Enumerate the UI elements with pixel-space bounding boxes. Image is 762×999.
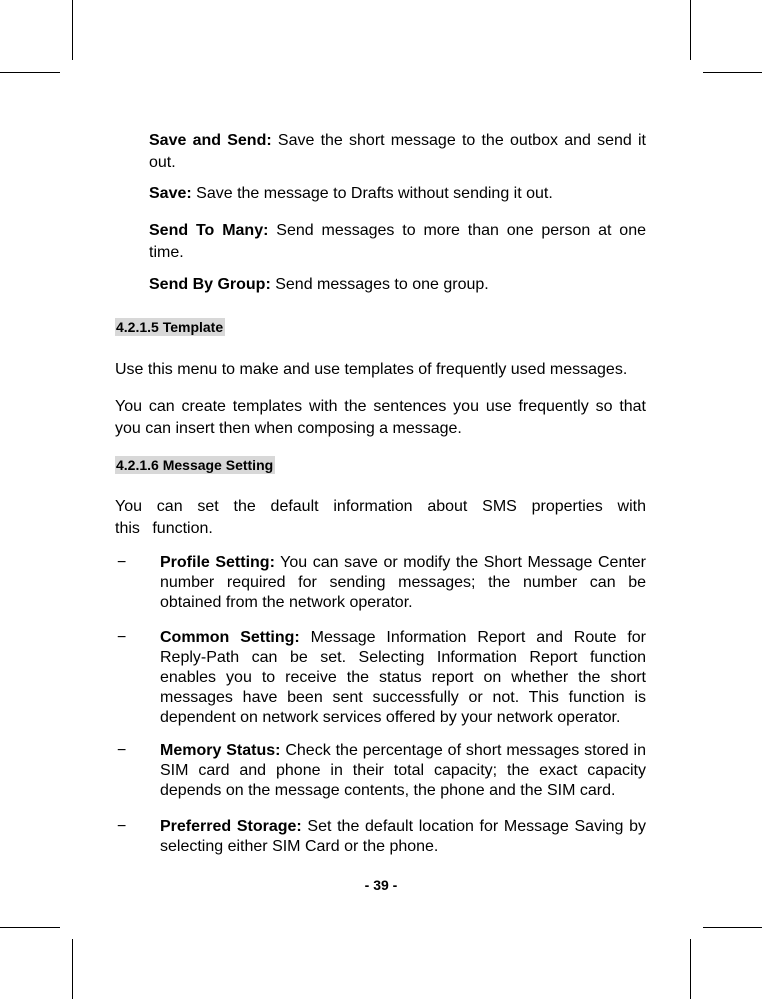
crop-mark: [72, 0, 73, 60]
template-paragraph: Use this menu to make and use templates of frequently used messages.: [115, 361, 628, 378]
crop-mark: [0, 927, 60, 928]
option-term: Save:: [149, 185, 192, 202]
section-heading-message-setting: 4.2.1.6 Message Setting: [116, 457, 274, 473]
option-save-and-send: [149, 130, 646, 174]
option-save: [149, 183, 646, 205]
bullet-dash: −: [117, 818, 127, 835]
bullet-desc: You can save or modify the Short Message Center number required for sending messages; the number can be obtained from the network operator.: [160, 554, 647, 611]
crop-mark: [690, 0, 691, 60]
crop-mark: [690, 939, 691, 999]
option-desc: Save the short message to the outbox and send it out.: [149, 132, 647, 171]
option-desc: Save the message to Drafts without sending it out.: [191, 185, 553, 202]
bullet-desc: Check the percentage of short messages stored in SIM card and phone in their total capacity; the exact capacity depends on the message contents, the phone and the SIM card.: [160, 742, 646, 799]
bullet-term: Memory Status:: [160, 742, 281, 759]
page-number: - 39 -: [364, 877, 398, 893]
option-desc: Send messages to more than one person at one time.: [149, 222, 647, 261]
bullet-term: Preferred Storage:: [160, 818, 302, 835]
bullet-dash: −: [117, 742, 127, 759]
bullet-preferred-storage: [160, 817, 646, 857]
crop-mark: [72, 939, 73, 999]
bullet-common-setting: [160, 628, 646, 728]
option-desc: Send messages to one group.: [270, 276, 489, 293]
bullet-profile-setting: [160, 553, 646, 613]
crop-mark: [703, 927, 762, 928]
bullet-term: Common Setting:: [160, 629, 300, 646]
option-send-to-many: [149, 220, 646, 264]
option-send-by-group: [149, 274, 646, 296]
option-term: Send To Many:: [149, 222, 269, 239]
bullet-dash: −: [117, 629, 127, 646]
crop-mark: [703, 72, 762, 73]
section-heading-template: 4.2.1.5 Template: [116, 319, 224, 335]
message-setting-intro: You can set the default information about SMS properties with this function.: [115, 498, 646, 537]
crop-mark: [0, 72, 60, 73]
option-term: Save and Send:: [149, 132, 272, 149]
bullet-desc: Set the default location for Message Saving by selecting either SIM Card or the phone.: [160, 818, 647, 855]
option-term: Send By Group:: [149, 276, 271, 293]
template-paragraph: You can create templates with the sentences you use frequently so that you can insert then when composing a message.: [115, 398, 646, 437]
bullet-dash: −: [117, 554, 127, 571]
bullet-term: Profile Setting:: [160, 554, 275, 571]
bullet-desc: Message Information Report and Route for Reply-Path can be set. Selecting Information Report function enables you to receive the status report on whether the short messages have been sent successfully or not. This function is dependent on network services offered by your network operator.: [160, 629, 646, 726]
bullet-memory-status: [160, 741, 646, 801]
